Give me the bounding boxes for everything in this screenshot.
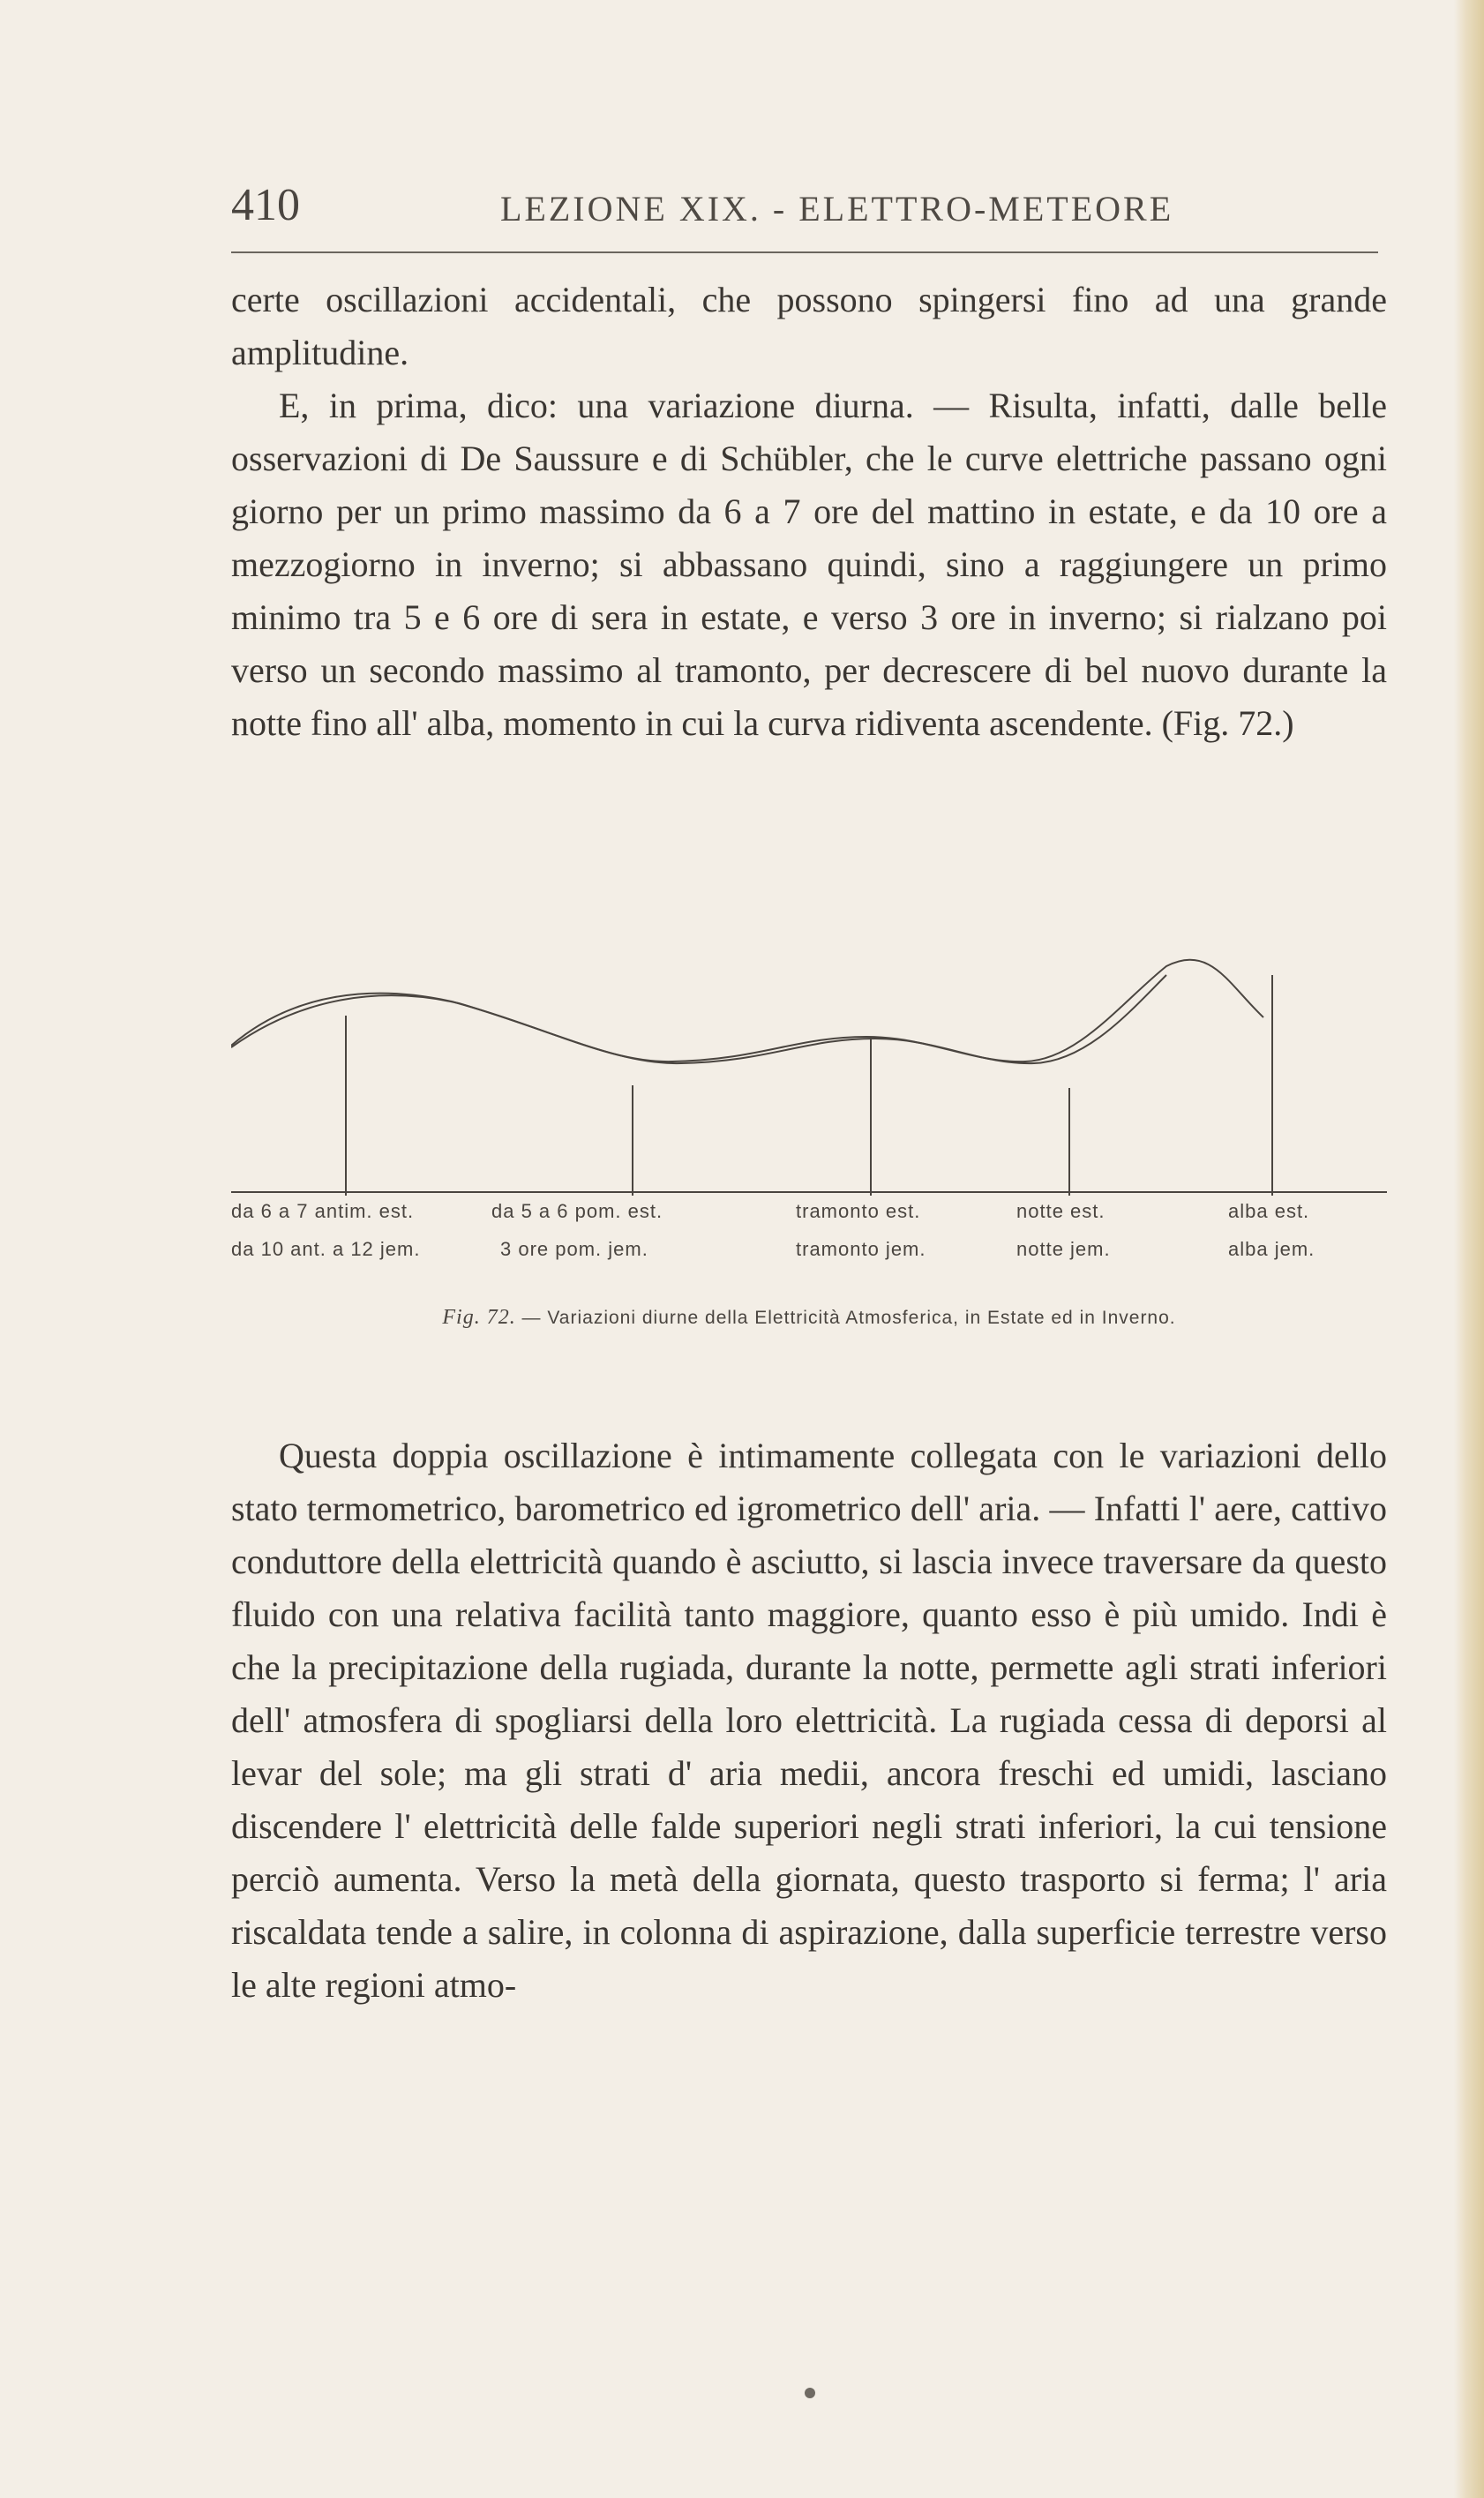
top-text-block: [231, 274, 1387, 750]
page-header: [231, 172, 1378, 234]
label-summer-morning-max: da 6 a 7 antim. est.: [231, 1200, 415, 1222]
label-summer-night: notte est.: [1016, 1200, 1106, 1222]
paragraph-diurnal-variation: E, in prima, dico: una variazione diurna. — Risulta, infatti, dalle belle osservazioni di De Saussure e di Schübler, che le curve elettriche passano ogni giorno per un primo massimo da 6 a 7 ore del mattino in estate, e da 10 ore a mezzogiorno in inverno; si abbassano quindi, sino a raggiungere un primo minimo tra 5 e 6 ore di sera in estate, e verso 3 ore in inverno; si rialzano poi verso un secondo massimo al tramonto, per decrescere di bel nuovo durante la notte fino all' alba, momento in cui la curva ridiventa ascendente. (Fig. 72.): [231, 386, 1387, 743]
label-winter-morning-max: da 10 ant. a 12 jem.: [231, 1238, 421, 1260]
label-summer-sunset: tramonto est.: [796, 1200, 921, 1222]
header-rule: [231, 251, 1378, 253]
paragraph-double-oscillation: Questa doppia oscillazione è intimamente collegata con le variazioni dello stato termometrico, barometrico ed igrometrico dell' aria. — Infatti l' aere, cattivo conduttore della elettricità quando è asciutto, si lascia invece traversare da questo fluido con una relativa facilità tanto maggiore, quanto esso è più umido. Indi è che la precipitazione della rugiada, durante la notte, permette agli strati inferiori dell' atmosfera di spogliarsi della loro elettricità. La rugiada cessa di deporsi al levar del sole; ma gli strati d' aria medii, ancora freschi ed umidi, lasciano discendere l' elettricità delle falde superiori negli strati inferiori, la cui tensione perciò aumenta. Verso la metà della giornata, questo trasporto si ferma; l' aria riscaldata tende a salire, in colonna di aspirazione, dalla superficie terrestre verso le alte regioni atmo-: [231, 1436, 1387, 2005]
page-number: 410: [231, 180, 300, 230]
winter-labels-row: [231, 1238, 1387, 1264]
figure-72: [231, 949, 1387, 1399]
bottom-text-block: [231, 1429, 1387, 2012]
label-summer-dawn: alba est.: [1228, 1200, 1310, 1222]
paragraph-continuation: certe oscillazioni accidentali, che possono spingersi fino ad una grande amplitudine.: [231, 280, 1387, 372]
summer-curve: [231, 960, 1263, 1061]
label-winter-sunset: tramonto jem.: [796, 1238, 926, 1260]
label-winter-afternoon-min: 3 ore pom. jem.: [500, 1238, 648, 1260]
winter-curve: [231, 975, 1166, 1063]
label-winter-dawn: alba jem.: [1228, 1238, 1315, 1260]
figure-caption: [231, 1306, 1387, 1330]
diurnal-curve-diagram: [231, 949, 1387, 1196]
label-summer-afternoon-min: da 5 a 6 pom. est.: [491, 1200, 663, 1222]
footer-dot: [805, 2388, 815, 2398]
caption-text: — Variazioni diurne della Elettricità Atmosferica, in Estate ed in Inverno.: [515, 1308, 1176, 1328]
caption-label: Fig. 72.: [442, 1306, 516, 1329]
summer-labels-row: [231, 1200, 1387, 1226]
page-edge-shadow: [1454, 0, 1484, 2498]
label-winter-night: notte jem.: [1016, 1238, 1111, 1260]
running-title: LEZIONE XIX. - ELETTRO-METEORE: [500, 189, 1174, 229]
